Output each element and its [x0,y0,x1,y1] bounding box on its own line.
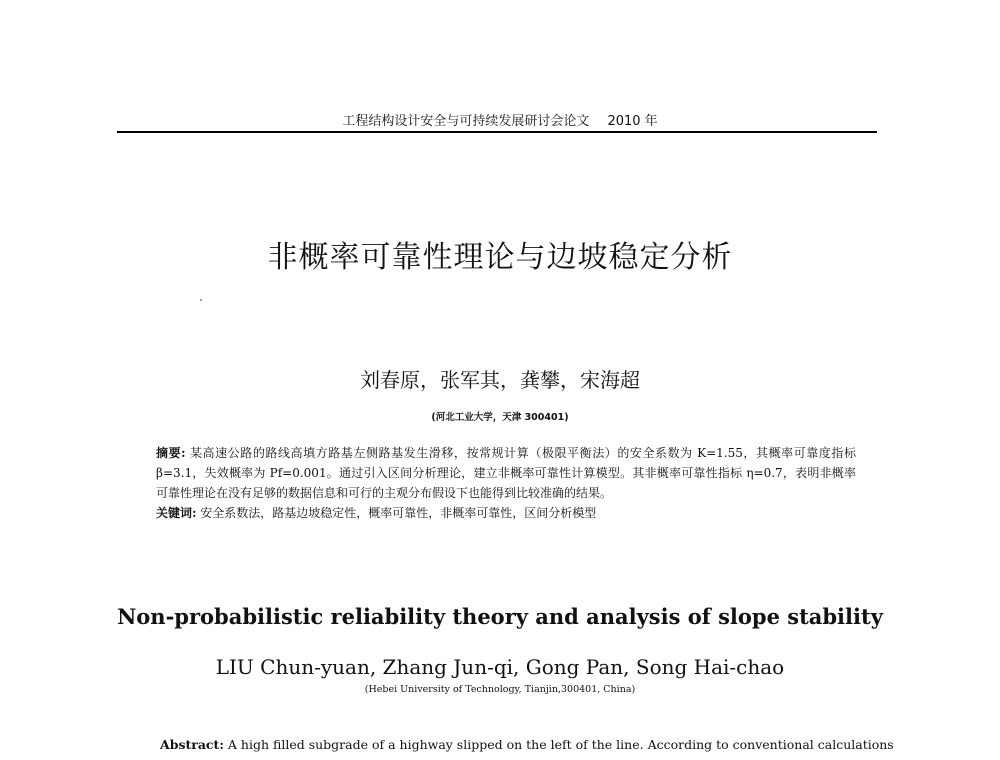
running-header-year: 2010 年 [607,114,658,129]
abstract-en-label: Abstract: [160,737,224,752]
page-title-en: Non-probabilistic reliability theory and analysis of slope stability [117,604,883,629]
abstract-cn [156,443,856,523]
affiliation-en: (Hebei University of Technology, Tianjin,300401, China) [364,684,636,695]
abstract-cn-label: 摘要: [156,446,186,460]
speck [200,299,202,301]
affiliation-cn: (河北工业大学，天津 300401) [431,412,569,423]
abstract-cn-text: 某高速公路的路线高填方路基左侧路基发生滑移，按常规计算（极限平衡法）的安全系数为 K=1.55，其概率可靠度指标 β=3.1，失效概率为 Pf=0.001。通过引入区间分析理论，建立非概率可靠性计算模型。其非概率可靠性指标 η=0.7，表明非概率可靠性理论在没有足够的数据信息和可行的主观分布假设下也能得到比较准确的结果。 [156,446,856,500]
authors-cn: 刘春原，张军其，龚攀，宋海超 [360,368,640,392]
abstract-en-text: A high filled subgrade of a highway slipped on the left of the line. According to conventional calculations [227,737,894,752]
keywords-cn-text: 安全系数法，路基边坡稳定性，概率可靠性，非概率可靠性，区间分析模型 [200,506,597,520]
abstract-en [160,737,894,752]
keywords-cn [156,503,856,523]
abstract-cn-paragraph [156,443,856,503]
running-header-title: 工程结构设计安全与可持续发展研讨会论文 [342,114,590,129]
header-rule [117,131,877,133]
running-header [0,110,1000,129]
keywords-cn-label: 关键词: [156,506,197,520]
page-title-cn: 非概率可靠性理论与边坡稳定分析 [267,240,733,275]
authors-en: LIU Chun-yuan, Zhang Jun-qi, Gong Pan, Song Hai-chao [215,655,785,679]
